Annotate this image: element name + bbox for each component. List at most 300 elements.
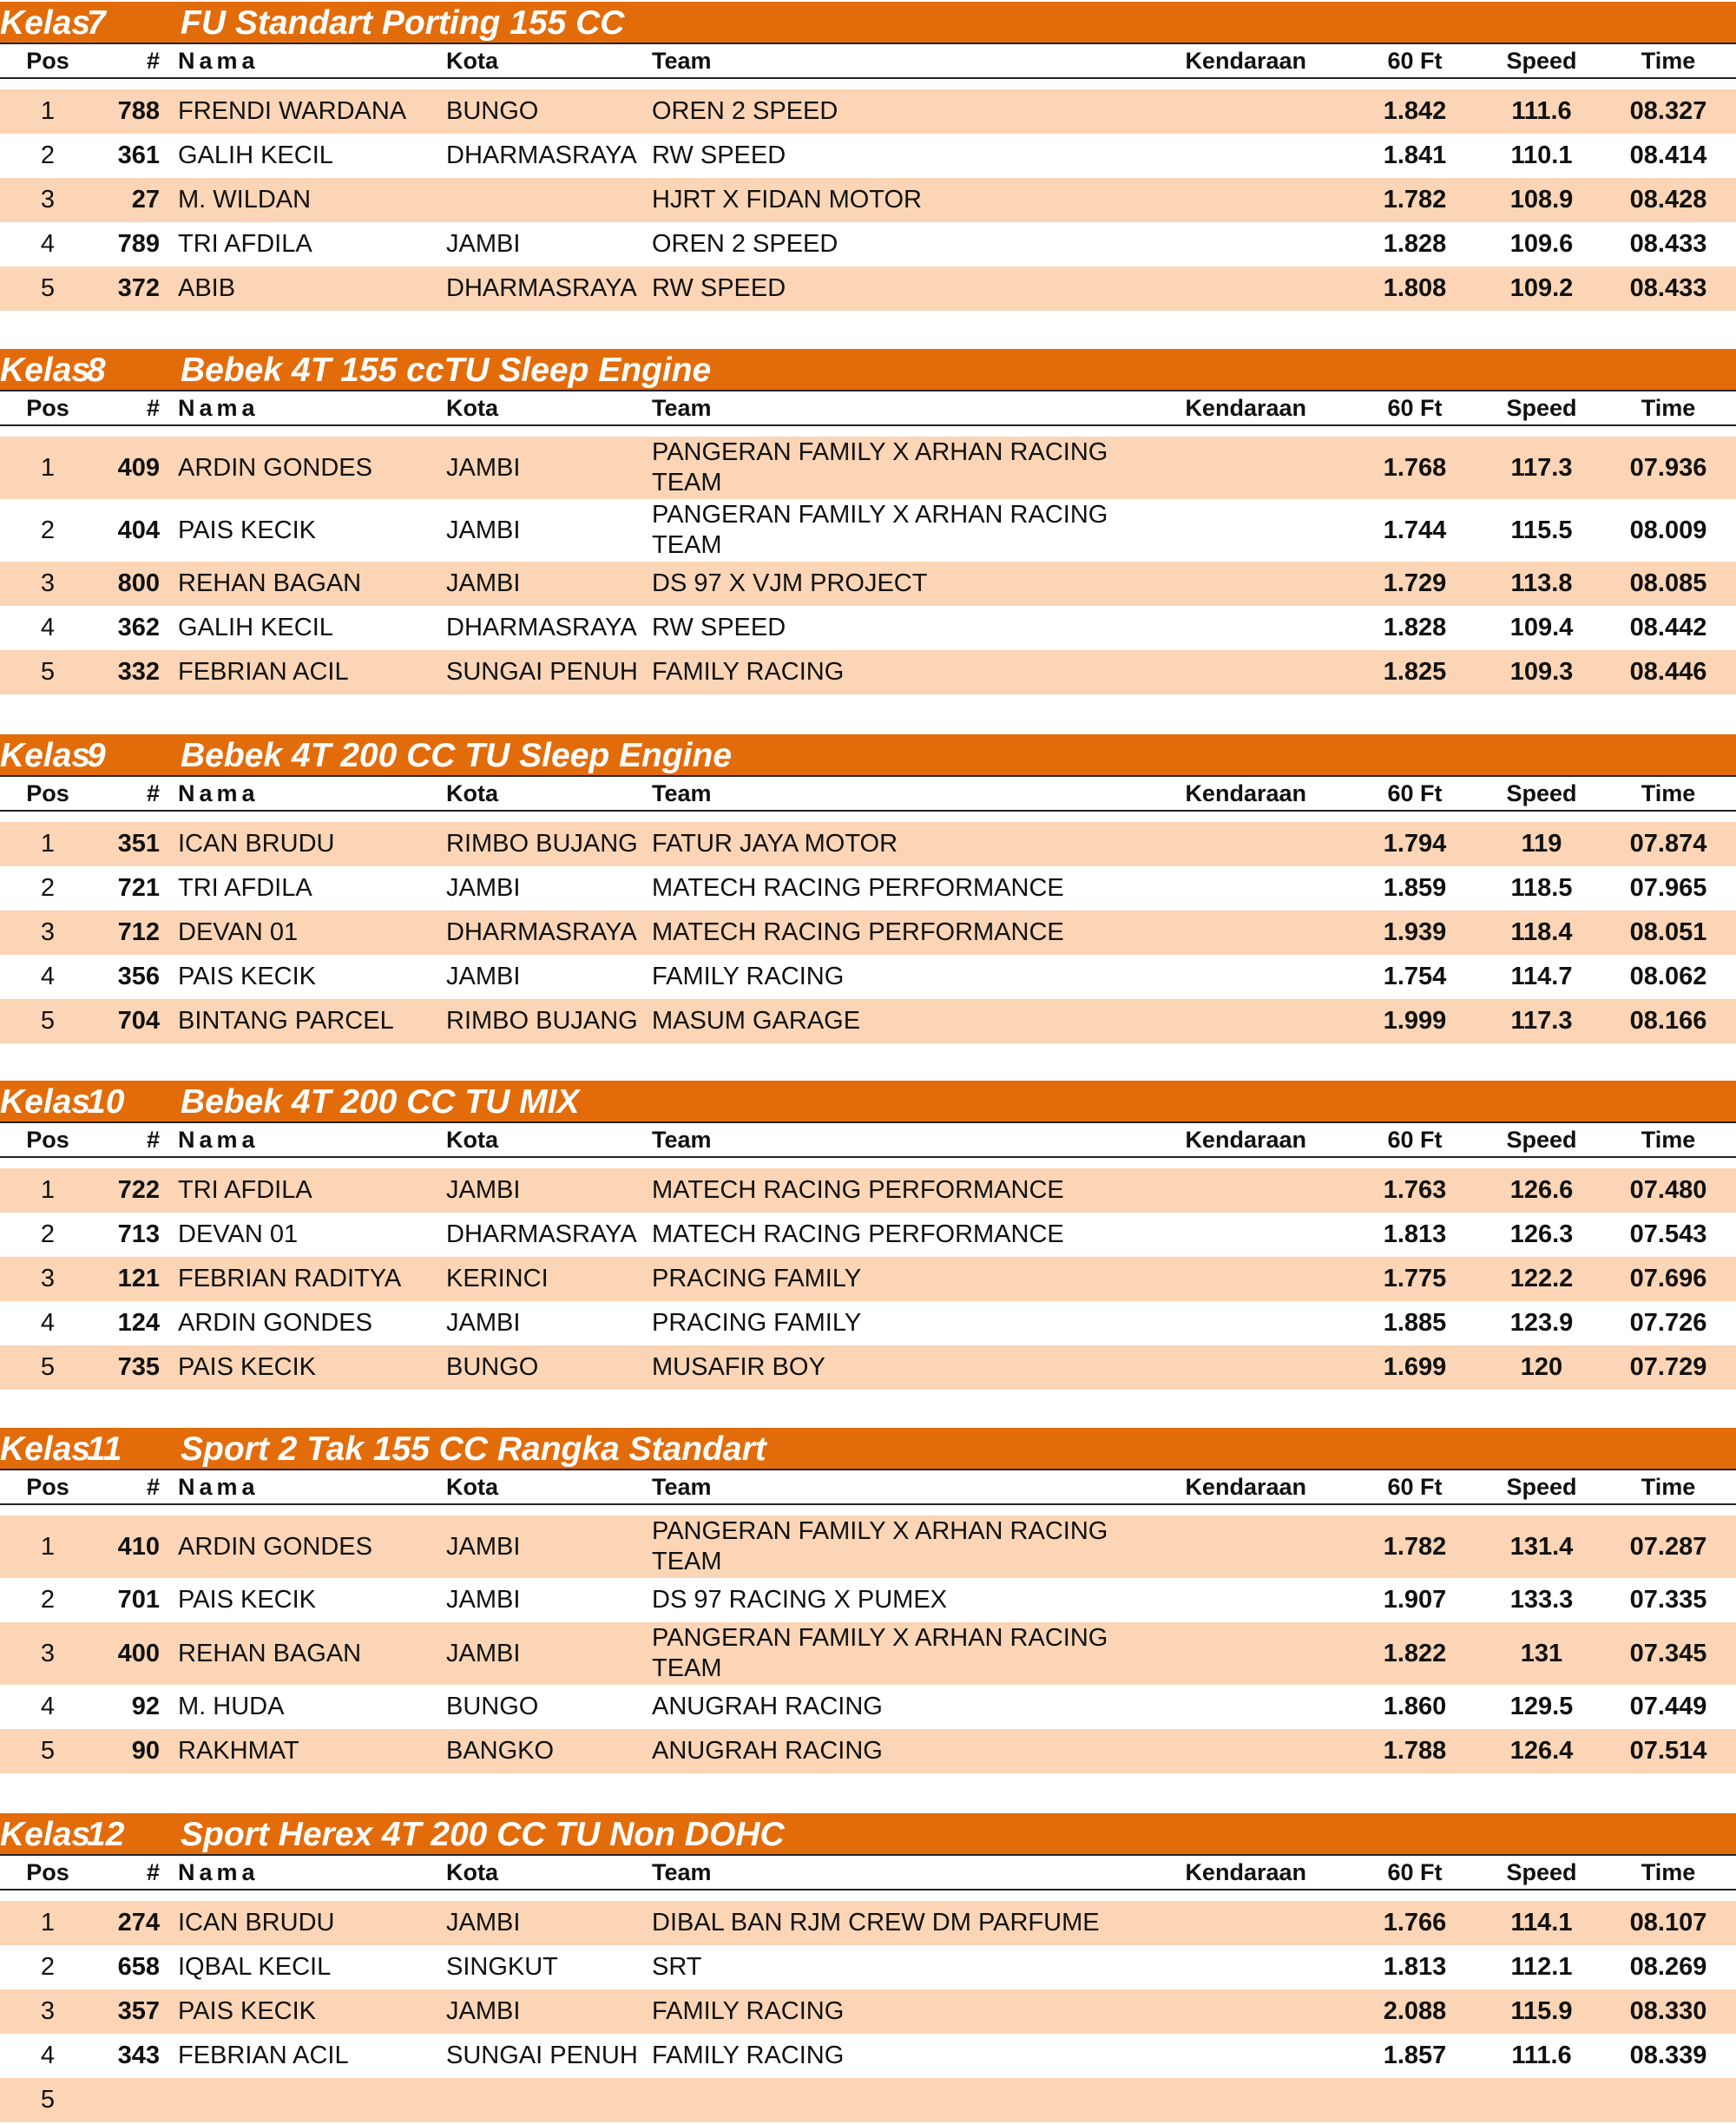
sixty-ft-cell: 1.813 bbox=[1383, 1953, 1447, 1981]
header-team: Team bbox=[652, 780, 712, 806]
vehicle-cell bbox=[1176, 606, 1306, 650]
team-cell: DIBAL BAN RJM CREW DM PARFUME bbox=[652, 1909, 1100, 1937]
table-row bbox=[0, 999, 1736, 1043]
vehicle-cell bbox=[1176, 1729, 1306, 1773]
rider-number-cell: 92 bbox=[131, 1693, 160, 1720]
rider-name-cell: TRI AFDILA bbox=[178, 1176, 312, 1204]
header-time: Time bbox=[1641, 1127, 1696, 1153]
city-cell: BANGKO bbox=[446, 1737, 555, 1765]
sixty-ft-cell: 1.775 bbox=[1383, 1265, 1447, 1292]
class-title: Bebek 4T 200 CC TU MIX bbox=[181, 1083, 580, 1121]
header-sixty-ft: 60 Ft bbox=[1387, 1127, 1443, 1153]
rider-number-cell: 800 bbox=[117, 569, 160, 597]
header-rider-number: # bbox=[146, 1127, 160, 1153]
rider-number-cell: 362 bbox=[117, 614, 160, 641]
pos-cell: 2 bbox=[40, 1220, 56, 1248]
team-cell: PRACING FAMILY bbox=[652, 1265, 862, 1292]
time-cell: 07.345 bbox=[1629, 1639, 1707, 1667]
sixty-ft-cell: 1.729 bbox=[1383, 569, 1447, 597]
pos-cell: 4 bbox=[40, 2042, 56, 2069]
class-label-group bbox=[0, 1813, 124, 1856]
city-cell: DHARMASRAYA bbox=[446, 918, 637, 946]
table-row bbox=[0, 222, 1736, 266]
rider-number-cell: 361 bbox=[117, 141, 160, 169]
vehicle-cell bbox=[1176, 650, 1306, 694]
rider-name-cell: PAIS KECIK bbox=[178, 1586, 317, 1614]
city-cell: JAMBI bbox=[446, 1586, 521, 1614]
table-row bbox=[0, 89, 1736, 134]
city-cell: BUNGO bbox=[446, 1353, 539, 1381]
pos-cell: 2 bbox=[40, 1586, 56, 1614]
class-label: Kelas bbox=[0, 1083, 91, 1121]
class-banner bbox=[0, 734, 1736, 777]
city-cell: RIMBO BUJANG bbox=[446, 830, 638, 858]
sixty-ft-cell: 2.088 bbox=[1383, 1997, 1447, 2025]
time-cell: 08.009 bbox=[1629, 516, 1707, 544]
rider-name-cell: PAIS KECIK bbox=[178, 1997, 317, 2025]
time-cell: 08.062 bbox=[1629, 963, 1707, 990]
rider-name-cell: BINTANG PARCEL bbox=[178, 1007, 394, 1035]
speed-cell: 113.8 bbox=[1510, 569, 1573, 597]
sixty-ft-cell: 1.754 bbox=[1383, 963, 1447, 990]
team-cell bbox=[652, 2078, 1173, 2122]
sixty-ft-cell: 1.841 bbox=[1383, 141, 1447, 169]
header-pos: Pos bbox=[26, 1127, 69, 1153]
table-row bbox=[0, 562, 1736, 606]
class-label: Kelas bbox=[0, 352, 91, 389]
vehicle-cell bbox=[1176, 1945, 1306, 1989]
header-rider-name: Nama bbox=[178, 1474, 260, 1500]
table-row bbox=[0, 866, 1736, 911]
rider-number-cell: 410 bbox=[117, 1532, 160, 1561]
class-number: 10 bbox=[87, 1083, 125, 1121]
rider-number-cell: 722 bbox=[117, 1176, 160, 1204]
pos-cell: 4 bbox=[40, 614, 56, 641]
rider-name-cell: DEVAN 01 bbox=[178, 1220, 299, 1248]
class-title: Bebek 4T 200 CC TU Sleep Engine bbox=[181, 737, 733, 774]
city-cell: JAMBI bbox=[446, 874, 521, 902]
speed-cell: 133.3 bbox=[1509, 1586, 1574, 1614]
rider-name-cell: FEBRIAN RADITYA bbox=[178, 1265, 402, 1292]
class-number: 12 bbox=[87, 1816, 125, 1853]
rider-number-cell: 789 bbox=[117, 230, 160, 258]
pos-cell: 5 bbox=[40, 1007, 56, 1035]
table-row bbox=[0, 1901, 1736, 1945]
header-spacer bbox=[0, 426, 1736, 437]
speed-cell: 129.5 bbox=[1509, 1693, 1574, 1720]
vehicle-cell bbox=[1176, 499, 1306, 562]
rider-number-cell: 274 bbox=[117, 1909, 160, 1937]
header-rider-name: Nama bbox=[178, 1127, 260, 1153]
time-cell: 07.480 bbox=[1629, 1176, 1707, 1204]
column-header-row bbox=[0, 1123, 1736, 1158]
table-row bbox=[0, 1729, 1736, 1773]
class-label-group bbox=[0, 349, 106, 391]
rider-name-cell: TRI AFDILA bbox=[178, 874, 312, 902]
team-cell: MATECH RACING PERFORMANCE bbox=[652, 1176, 1064, 1204]
sixty-ft-cell: 1.763 bbox=[1383, 1176, 1447, 1204]
class-banner bbox=[0, 1428, 1736, 1470]
vehicle-cell bbox=[1176, 1301, 1306, 1345]
table-row bbox=[0, 911, 1736, 955]
speed-cell: 122.2 bbox=[1509, 1265, 1574, 1292]
city-cell: JAMBI bbox=[446, 230, 521, 258]
table-row bbox=[0, 437, 1736, 499]
speed-cell: 111.6 bbox=[1511, 2042, 1572, 2069]
sixty-ft-cell: 1.788 bbox=[1383, 1737, 1447, 1765]
time-cell: 07.726 bbox=[1629, 1309, 1707, 1337]
table-row bbox=[0, 2034, 1736, 2078]
rider-name-cell: DEVAN 01 bbox=[178, 918, 299, 946]
team-cell: FAMILY RACING bbox=[652, 963, 845, 990]
pos-cell: 4 bbox=[40, 1309, 56, 1337]
time-cell: 08.107 bbox=[1629, 1909, 1707, 1937]
pos-cell: 3 bbox=[40, 1997, 56, 2025]
class-banner bbox=[0, 349, 1736, 391]
rider-number-cell: 357 bbox=[117, 1997, 160, 2025]
vehicle-cell bbox=[1176, 1578, 1306, 1622]
sixty-ft-cell: 1.907 bbox=[1383, 1586, 1447, 1614]
sixty-ft-cell: 1.744 bbox=[1383, 516, 1447, 544]
header-sixty-ft: 60 Ft bbox=[1387, 395, 1443, 421]
rider-number-cell: 372 bbox=[117, 274, 160, 302]
city-cell: JAMBI bbox=[446, 1909, 521, 1937]
speed-cell: 118.5 bbox=[1510, 874, 1573, 902]
header-team: Team bbox=[652, 1474, 712, 1500]
speed-cell: 119 bbox=[1521, 830, 1562, 858]
speed-cell: 114.1 bbox=[1510, 1909, 1573, 1937]
header-rider-number: # bbox=[146, 1474, 160, 1500]
time-cell: 07.449 bbox=[1629, 1693, 1707, 1720]
rider-number-cell: 735 bbox=[117, 1353, 160, 1381]
pos-cell: 3 bbox=[40, 186, 56, 214]
team-cell: PANGERAN FAMILY X ARHAN RACING TEAM bbox=[652, 501, 1108, 559]
sixty-ft-cell: 1.822 bbox=[1383, 1639, 1447, 1667]
rider-name-cell: M. WILDAN bbox=[178, 186, 312, 214]
speed-cell: 117.3 bbox=[1510, 1007, 1573, 1035]
header-spacer bbox=[0, 79, 1736, 89]
table-row bbox=[0, 1945, 1736, 1989]
column-header-row bbox=[0, 1856, 1736, 1891]
header-pos: Pos bbox=[26, 1474, 69, 1500]
header-speed: Speed bbox=[1506, 780, 1577, 806]
sixty-ft-cell: 1.808 bbox=[1383, 274, 1447, 302]
speed-cell: 109.2 bbox=[1509, 274, 1574, 302]
pos-cell: 1 bbox=[40, 1909, 56, 1937]
header-spacer bbox=[0, 1505, 1736, 1516]
header-rider-name: Nama bbox=[178, 1859, 260, 1885]
class-label-group bbox=[0, 1428, 122, 1470]
city-cell: BUNGO bbox=[446, 97, 539, 125]
city-cell: JAMBI bbox=[446, 1176, 521, 1204]
header-spacer bbox=[0, 812, 1736, 822]
rider-number-cell: 409 bbox=[117, 453, 160, 482]
header-pos: Pos bbox=[26, 48, 69, 74]
vehicle-cell bbox=[1176, 822, 1306, 866]
header-rider-number: # bbox=[146, 780, 160, 806]
header-team: Team bbox=[652, 1859, 712, 1885]
speed-cell: 109.4 bbox=[1509, 614, 1574, 641]
vehicle-cell bbox=[1176, 1213, 1306, 1257]
team-cell: MATECH RACING PERFORMANCE bbox=[652, 1220, 1064, 1248]
class-section bbox=[0, 734, 1736, 1043]
pos-cell: 2 bbox=[40, 1953, 56, 1981]
city-cell: DHARMASRAYA bbox=[446, 614, 637, 641]
team-cell: SRT bbox=[652, 1953, 702, 1981]
rider-name-cell: ARDIN GONDES bbox=[178, 453, 372, 482]
pos-cell: 2 bbox=[40, 141, 56, 169]
rider-number-cell: 788 bbox=[117, 97, 160, 125]
vehicle-cell bbox=[1176, 1901, 1306, 1945]
city-cell: JAMBI bbox=[446, 1997, 521, 2025]
rider-number-cell: 343 bbox=[117, 2042, 160, 2069]
vehicle-cell bbox=[1176, 955, 1306, 999]
class-number: 11 bbox=[87, 1430, 122, 1468]
header-speed: Speed bbox=[1506, 1474, 1577, 1500]
vehicle-cell bbox=[1176, 1685, 1306, 1729]
vehicle-cell bbox=[1176, 1516, 1306, 1578]
time-cell: 07.696 bbox=[1629, 1265, 1707, 1292]
vehicle-cell bbox=[1176, 1989, 1306, 2034]
vehicle-cell bbox=[1176, 437, 1306, 499]
pos-cell: 5 bbox=[40, 658, 56, 686]
sixty-ft-cell: 1.860 bbox=[1383, 1693, 1447, 1720]
sixty-ft-cell: 1.842 bbox=[1383, 97, 1447, 125]
vehicle-cell bbox=[1176, 2034, 1306, 2078]
city-cell: JAMBI bbox=[446, 963, 521, 990]
table-row bbox=[0, 266, 1736, 311]
pos-cell: 4 bbox=[40, 963, 56, 990]
time-cell: 08.339 bbox=[1629, 2042, 1707, 2069]
header-sixty-ft: 60 Ft bbox=[1387, 1859, 1443, 1885]
header-team: Team bbox=[652, 395, 712, 421]
pos-cell: 1 bbox=[40, 1532, 56, 1561]
speed-cell: 118.4 bbox=[1510, 918, 1573, 946]
table-row bbox=[0, 1345, 1736, 1390]
pos-cell: 4 bbox=[40, 1693, 56, 1720]
rider-number-cell: 356 bbox=[117, 963, 160, 990]
vehicle-cell bbox=[1176, 266, 1306, 311]
team-cell: DS 97 X VJM PROJECT bbox=[652, 569, 928, 597]
time-cell: 08.330 bbox=[1629, 1997, 1707, 2025]
team-cell: MATECH RACING PERFORMANCE bbox=[652, 874, 1064, 902]
rider-number-cell: 400 bbox=[117, 1639, 160, 1667]
city-cell: SINGKUT bbox=[446, 1953, 558, 1981]
time-cell: 08.414 bbox=[1629, 141, 1707, 169]
time-cell: 08.085 bbox=[1629, 569, 1707, 597]
class-number: 9 bbox=[87, 737, 106, 774]
city-cell: JAMBI bbox=[446, 1309, 521, 1337]
speed-cell: 110.1 bbox=[1510, 141, 1573, 169]
speed-cell: 126.3 bbox=[1509, 1220, 1574, 1248]
rider-number-cell: 404 bbox=[117, 516, 160, 544]
speed-cell: 117.3 bbox=[1510, 453, 1573, 482]
city-cell: DHARMASRAYA bbox=[446, 274, 637, 302]
table-row bbox=[0, 606, 1736, 650]
header-rider-name: Nama bbox=[178, 395, 260, 421]
header-time: Time bbox=[1641, 780, 1696, 806]
pos-cell: 5 bbox=[40, 2086, 56, 2114]
rider-name-cell: FEBRIAN ACIL bbox=[178, 2042, 349, 2069]
team-cell: OREN 2 SPEED bbox=[652, 97, 838, 125]
city-cell: JAMBI bbox=[446, 569, 521, 597]
vehicle-cell bbox=[1176, 911, 1306, 955]
class-section bbox=[0, 349, 1736, 694]
sixty-ft-cell: 1.768 bbox=[1383, 453, 1447, 482]
rider-name-cell: ABIB bbox=[178, 274, 236, 302]
header-vehicle: Kendaraan bbox=[1185, 1127, 1306, 1153]
rider-number-cell: 701 bbox=[117, 1586, 160, 1614]
speed-cell: 115.9 bbox=[1510, 1997, 1573, 2025]
vehicle-cell bbox=[1176, 1257, 1306, 1301]
sixty-ft-cell: 1.828 bbox=[1383, 614, 1447, 641]
header-rider-number: # bbox=[146, 395, 160, 421]
pos-cell: 3 bbox=[40, 1639, 56, 1667]
speed-cell: 115.5 bbox=[1510, 516, 1573, 544]
time-cell: 08.446 bbox=[1629, 658, 1707, 686]
rider-name-cell: TRI AFDILA bbox=[178, 230, 312, 258]
class-label-group bbox=[0, 1081, 124, 1123]
sixty-ft-cell: 1.885 bbox=[1383, 1309, 1447, 1337]
sixty-ft-cell: 1.782 bbox=[1383, 1532, 1447, 1561]
time-cell: 08.433 bbox=[1629, 274, 1707, 302]
vehicle-cell bbox=[1176, 1622, 1306, 1685]
speed-cell: 126.4 bbox=[1509, 1737, 1574, 1765]
speed-cell: 126.6 bbox=[1509, 1176, 1574, 1204]
class-title: Sport Herex 4T 200 CC TU Non DOHC bbox=[181, 1816, 785, 1853]
header-vehicle: Kendaraan bbox=[1185, 1474, 1306, 1500]
rider-name-cell: REHAN BAGAN bbox=[178, 1639, 362, 1667]
header-time: Time bbox=[1641, 1474, 1696, 1500]
rider-number-cell: 124 bbox=[117, 1309, 160, 1337]
pos-cell: 2 bbox=[40, 874, 56, 902]
time-cell: 07.543 bbox=[1629, 1220, 1707, 1248]
sixty-ft-cell: 1.782 bbox=[1383, 186, 1447, 214]
class-banner bbox=[0, 1813, 1736, 1856]
sixty-ft-cell: 1.828 bbox=[1383, 230, 1447, 258]
class-section bbox=[0, 1428, 1736, 1773]
class-title: Sport 2 Tak 155 CC Rangka Standart bbox=[181, 1430, 766, 1468]
team-cell: OREN 2 SPEED bbox=[652, 230, 838, 258]
city-cell: DHARMASRAYA bbox=[446, 1220, 637, 1248]
column-header-row bbox=[0, 1470, 1736, 1505]
table-row bbox=[0, 955, 1736, 999]
rider-number-cell: 90 bbox=[131, 1737, 160, 1765]
city-cell: KERINCI bbox=[446, 1265, 549, 1292]
rider-name-cell: GALIH KECIL bbox=[178, 614, 333, 641]
class-banner bbox=[0, 2, 1736, 44]
team-cell: RW SPEED bbox=[652, 614, 786, 641]
pos-cell: 2 bbox=[40, 516, 56, 544]
time-cell: 07.874 bbox=[1629, 830, 1707, 858]
speed-cell: 131 bbox=[1520, 1639, 1563, 1667]
speed-cell: 123.9 bbox=[1509, 1309, 1574, 1337]
team-cell: ANUGRAH RACING bbox=[652, 1693, 883, 1720]
team-cell: FAMILY RACING bbox=[652, 2042, 845, 2069]
rider-number-cell: 704 bbox=[117, 1007, 160, 1035]
header-city: Kota bbox=[446, 48, 498, 74]
vehicle-cell bbox=[1176, 866, 1306, 911]
column-header-row bbox=[0, 391, 1736, 426]
time-cell: 08.433 bbox=[1629, 230, 1707, 258]
class-section bbox=[0, 1813, 1736, 2122]
time-cell: 08.428 bbox=[1629, 186, 1707, 214]
rider-name-cell: M. HUDA bbox=[178, 1693, 285, 1720]
speed-cell: 131.4 bbox=[1509, 1532, 1574, 1561]
sixty-ft-cell: 1.794 bbox=[1383, 830, 1447, 858]
header-spacer bbox=[0, 1158, 1736, 1168]
header-sixty-ft: 60 Ft bbox=[1387, 780, 1443, 806]
vehicle-cell bbox=[1176, 89, 1306, 134]
time-cell: 07.335 bbox=[1629, 1586, 1707, 1614]
header-time: Time bbox=[1641, 395, 1696, 421]
class-label-group bbox=[0, 2, 106, 44]
rider-number-cell: 713 bbox=[117, 1220, 160, 1248]
table-row bbox=[0, 134, 1736, 178]
header-rider-number: # bbox=[146, 1859, 160, 1885]
class-label: Kelas bbox=[0, 737, 91, 774]
team-cell: PANGERAN FAMILY X ARHAN RACING TEAM bbox=[652, 438, 1108, 496]
team-cell: MASUM GARAGE bbox=[652, 1007, 861, 1035]
sixty-ft-cell: 1.859 bbox=[1383, 874, 1447, 902]
time-cell: 08.269 bbox=[1629, 1953, 1707, 1981]
sixty-ft-cell: 1.766 bbox=[1383, 1909, 1447, 1937]
rider-name-cell: FEBRIAN ACIL bbox=[178, 658, 349, 686]
speed-cell: 111.6 bbox=[1511, 97, 1572, 125]
rider-name-cell: PAIS KECIK bbox=[178, 963, 317, 990]
header-speed: Speed bbox=[1506, 48, 1577, 74]
header-city: Kota bbox=[446, 1859, 498, 1885]
header-city: Kota bbox=[446, 1127, 498, 1153]
class-label: Kelas bbox=[0, 1816, 91, 1853]
speed-cell: 109.6 bbox=[1509, 230, 1574, 258]
class-label-group bbox=[0, 734, 106, 777]
header-speed: Speed bbox=[1506, 1859, 1577, 1885]
speed-cell: 108.9 bbox=[1509, 186, 1574, 214]
team-cell: HJRT X FIDAN MOTOR bbox=[652, 186, 922, 214]
city-cell: SUNGAI PENUH bbox=[446, 658, 638, 686]
pos-cell: 1 bbox=[40, 453, 56, 482]
header-vehicle: Kendaraan bbox=[1185, 780, 1306, 806]
vehicle-cell bbox=[1176, 134, 1306, 178]
rider-name-cell: GALIH KECIL bbox=[178, 141, 333, 169]
class-number: 8 bbox=[87, 352, 106, 389]
vehicle-cell bbox=[1176, 999, 1306, 1043]
team-cell: DS 97 RACING X PUMEX bbox=[652, 1586, 948, 1614]
class-section bbox=[0, 1081, 1736, 1390]
team-cell: MATECH RACING PERFORMANCE bbox=[652, 918, 1064, 946]
table-row bbox=[0, 650, 1736, 694]
class-label: Kelas bbox=[0, 1430, 91, 1468]
time-cell: 07.287 bbox=[1629, 1532, 1707, 1561]
speed-cell bbox=[1489, 2078, 1594, 2122]
table-row bbox=[0, 1989, 1736, 2034]
rider-number-cell: 332 bbox=[117, 658, 160, 686]
pos-cell: 3 bbox=[40, 569, 56, 597]
class-banner bbox=[0, 1081, 1736, 1123]
table-row bbox=[0, 1168, 1736, 1213]
pos-cell: 1 bbox=[40, 830, 56, 858]
team-cell: PANGERAN FAMILY X ARHAN RACING TEAM bbox=[652, 1517, 1108, 1575]
table-row bbox=[0, 1578, 1736, 1622]
team-cell: FATUR JAYA MOTOR bbox=[652, 830, 898, 858]
vehicle-cell bbox=[1176, 178, 1306, 222]
team-cell: PRACING FAMILY bbox=[652, 1309, 862, 1337]
pos-cell: 5 bbox=[40, 1737, 56, 1765]
header-sixty-ft: 60 Ft bbox=[1387, 1474, 1443, 1500]
header-speed: Speed bbox=[1506, 1127, 1577, 1153]
rider-name-cell: PAIS KECIK bbox=[178, 516, 317, 544]
